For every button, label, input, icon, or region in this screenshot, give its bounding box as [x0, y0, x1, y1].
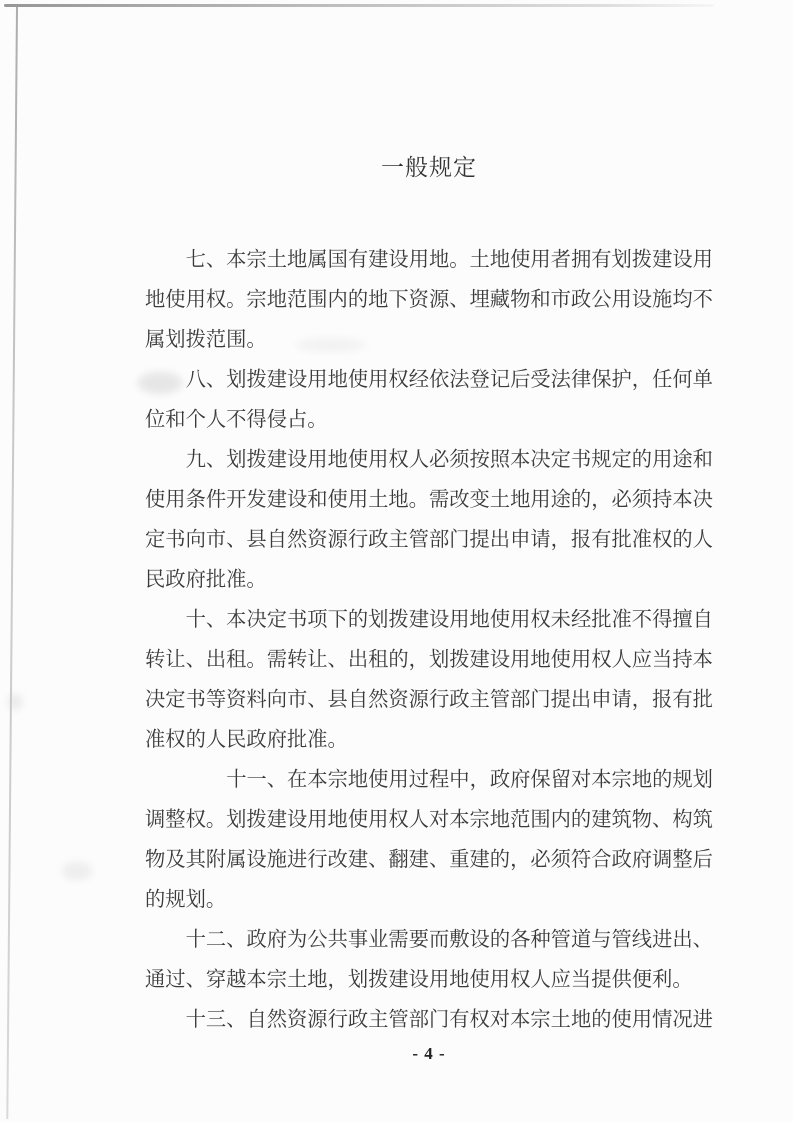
text-line: 准权的人民政府批准。 — [145, 729, 348, 751]
paragraph-10 — [145, 600, 713, 760]
scan-edge-artifact-top — [4, 4, 714, 7]
text-line: 八、划拨建设用地使用权经依法登记后受法律保护，任何单 — [185, 369, 713, 391]
paragraph-7 — [145, 240, 713, 360]
paragraph-9 — [145, 440, 713, 600]
text-line: 十三、自然资源行政主管部门有权对本宗土地的使用情况进 — [185, 1009, 713, 1031]
text-line: 调整权。划拨建设用地使用权人对本宗地范围内的建筑物、构筑 — [145, 809, 713, 831]
text-line: 十、本决定书项下的划拨建设用地使用权未经批准不得擅自 — [185, 609, 713, 631]
text-line: 决定书等资料向市、县自然资源行政主管部门提出申请，报有批 — [145, 689, 713, 711]
text-line: 九、划拨建设用地使用权人必须按照本决定书规定的用途和 — [185, 449, 713, 471]
page-number: - 4 - — [412, 1044, 446, 1063]
paragraph-11 — [145, 760, 713, 920]
text-line: 转让、出租。需转让、出租的，划拨建设用地使用权人应当持本 — [145, 649, 713, 671]
paragraph-13 — [145, 1000, 713, 1040]
text-line: 的规划。 — [145, 889, 227, 911]
scan-edge-artifact-left — [6, 7, 17, 1119]
text-line: 十二、政府为公共事业需要而敷设的各种管道与管线进出、 — [185, 929, 713, 951]
text-line: 通过、穿越本宗土地，划拨建设用地使用权人应当提供便利。 — [145, 969, 693, 991]
paragraph-12 — [145, 920, 713, 1000]
text-line: 属划拨范围。 — [145, 329, 267, 351]
document-section-title: 一般规定 — [381, 155, 477, 180]
document-body — [145, 240, 713, 1040]
scan-smudge — [8, 694, 22, 710]
text-line: 十一、在本宗地使用过程中，政府保留对本宗地的规划 — [226, 769, 713, 791]
text-line: 民政府批准。 — [145, 569, 267, 591]
paragraph-8 — [145, 360, 713, 440]
text-line: 位和个人不得侵占。 — [145, 409, 328, 431]
text-line: 使用条件开发建设和使用土地。需改变土地用途的，必须持本决 — [145, 489, 713, 511]
text-line: 地使用权。宗地范围内的地下资源、埋藏物和市政公用设施均不 — [145, 289, 713, 311]
text-line: 物及其附属设施进行改建、翻建、重建的，必须符合政府调整后 — [145, 849, 713, 871]
text-line: 七、本宗土地属国有建设用地。土地使用者拥有划拨建设用 — [185, 249, 713, 271]
scan-smudge — [62, 862, 92, 880]
text-line: 定书向市、县自然资源行政主管部门提出申请，报有批准权的人 — [145, 529, 713, 551]
